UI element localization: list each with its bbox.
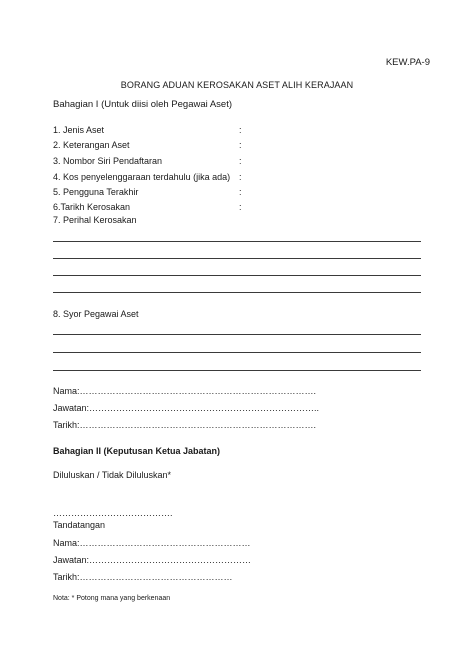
signature-label: Tandatangan xyxy=(53,520,106,530)
field-damage-details: 7. Perihal Kerosakan xyxy=(53,215,137,225)
field-registration-serial-colon: : xyxy=(239,156,242,166)
part1-heading: Bahagian I (Untuk diisi oleh Pegawai Aset) xyxy=(53,99,233,110)
damage-details-line xyxy=(53,241,421,242)
field-previous-maintenance-cost-colon: : xyxy=(239,172,242,182)
head-date-line: Tarikh:…………………………………………… xyxy=(53,572,233,582)
field-damage-date: 6.Tarikh Kerosakan xyxy=(53,202,131,212)
part2-heading: Bahagian II (Keputusan Ketua Jabatan) xyxy=(53,446,221,456)
field-asset-officer-recommendation: 8. Syor Pegawai Aset xyxy=(53,309,139,319)
damage-details-line xyxy=(53,275,421,276)
form-title: BORANG ADUAN KEROSAKAN ASET ALIH KERAJAAN xyxy=(120,80,354,90)
footer-note: Nota: * Potong mana yang berkenaan xyxy=(53,595,171,602)
recommendation-line xyxy=(53,352,421,353)
damage-details-line xyxy=(53,292,421,293)
field-damage-date-colon: : xyxy=(239,202,242,212)
damage-details-line xyxy=(53,258,421,259)
field-registration-serial: 3. Nombor Siri Pendaftaran xyxy=(53,156,163,166)
field-asset-type: 1. Jenis Aset xyxy=(53,125,105,135)
field-last-user-colon: : xyxy=(239,187,242,197)
officer-position-line: Jawatan:………………………………………………………………….. xyxy=(53,403,320,413)
field-previous-maintenance-cost: 4. Kos penyelenggaraan terdahulu (jika ada) xyxy=(53,172,231,182)
head-name-line: Nama:………………………………………………… xyxy=(53,538,251,548)
field-asset-description: 2. Keterangan Aset xyxy=(53,140,130,150)
field-asset-type-colon: : xyxy=(239,125,242,135)
officer-name-line: Nama:……………………………………………………………………. xyxy=(53,386,317,396)
signature-dots: …………………………………. xyxy=(53,508,173,518)
approval-decision: Diluluskan / Tidak Diluluskan* xyxy=(53,470,172,480)
field-last-user: 5. Pengguna Terakhir xyxy=(53,187,139,197)
officer-date-line: Tarikh:……………………………………………………………………. xyxy=(53,420,317,430)
head-position-line: Jawatan:……………………………………………… xyxy=(53,555,252,565)
field-asset-description-colon: : xyxy=(239,140,242,150)
recommendation-line xyxy=(53,334,421,335)
recommendation-line xyxy=(53,370,421,371)
form-reference: KEW.PA-9 xyxy=(385,57,430,68)
